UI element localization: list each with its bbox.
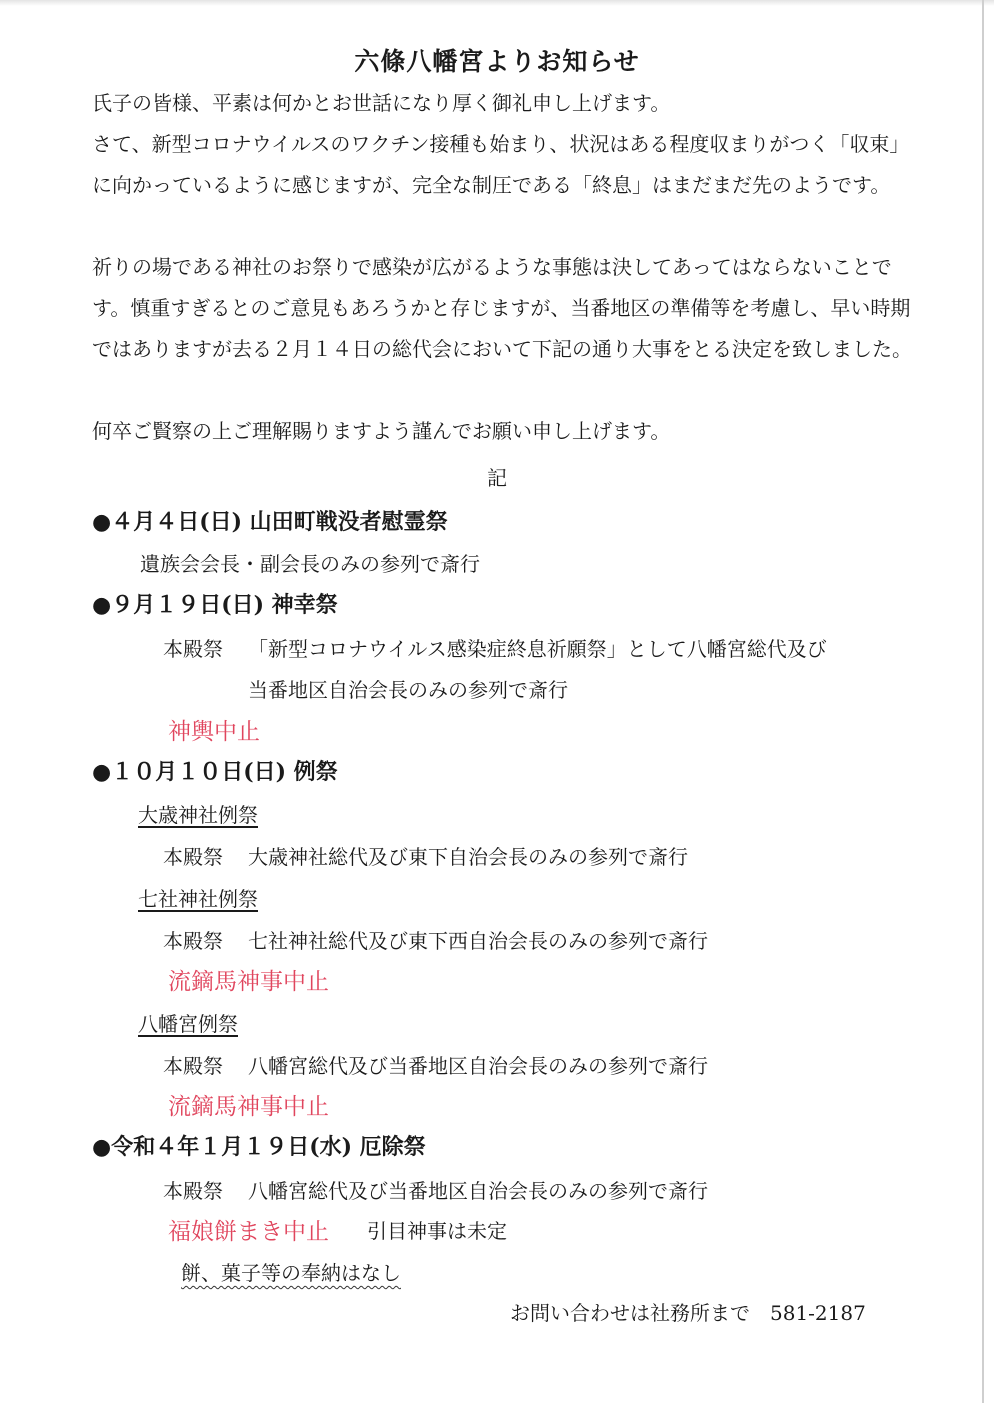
event-3-sub-1-title: 大歳神社例祭 (138, 803, 258, 827)
intro-paragraph-3: 祈りの場である神社のお祭りで感染が広がるような事態は決してあってはならないことです。慎重すぎるとのご意見もあろうかと存じますが、当番地区の準備等を考慮し、早い時期ではありますが去る２月１４日の総代会において下記の通り大事をとる決定を致しました。 (92, 255, 912, 361)
event-2-cancel-notice: 神輿中止 (168, 719, 260, 745)
event-2-heading: ●９月１９日(日) 神幸祭 (92, 592, 338, 618)
event-4-label: 本殿祭 (163, 1179, 223, 1203)
event-3-sub-2-cancel-notice: 流鏑馬神事中止 (168, 969, 329, 995)
event-3-sub-1-label: 本殿祭 (163, 845, 223, 869)
event-2-text-2: 当番地区自治会長のみの参列で斎行 (248, 678, 568, 702)
scan-edge-line (982, 0, 984, 1403)
contact-footer: お問い合わせは社務所まで 581-2187 (510, 1301, 866, 1325)
event-1-note: 遺族会会長・副会長のみの参列で斎行 (140, 552, 480, 576)
scan-top-shadow (0, 0, 994, 6)
event-3-heading: ●１０月１０日(日) 例祭 (92, 759, 338, 785)
event-2-text-1: 「新型コロナウイルス感染症終息祈願祭」として八幡宮総代及び (248, 637, 827, 661)
event-4-text: 八幡宮総代及び当番地区自治会長のみの参列で斎行 (248, 1179, 708, 1203)
event-3-sub-1-text: 大歳神社総代及び東下自治会長のみの参列で斎行 (248, 845, 688, 869)
intro-paragraph-1: 氏子の皆様、平素は何かとお世話になり厚く御礼申し上げます。 (92, 91, 671, 115)
intro-paragraph-4: 何卒ご賢察の上ご理解賜りますよう謹んでお願い申し上げます。 (92, 419, 671, 443)
ki-marker: 記 (487, 466, 507, 490)
page-title: 六條八幡宮よりお知らせ (354, 47, 640, 76)
event-3-sub-3-title: 八幡宮例祭 (138, 1012, 238, 1036)
event-3-sub-3-text: 八幡宮総代及び当番地区自治会長のみの参列で斎行 (248, 1054, 708, 1078)
event-2-label: 本殿祭 (163, 637, 223, 661)
intro-paragraph-2: さて、新型コロナウイルスのワクチン接種も始まり、状況はある程度収まりがつく「収束」に向かっているように感じますが、完全な制圧である「終息」はまだまだ先のようです。 (92, 132, 910, 197)
event-4-cancel-notice: 福娘餅まき中止 (168, 1219, 329, 1245)
event-3-sub-2-title: 七社神社例祭 (138, 887, 258, 911)
event-3-sub-2-text: 七社神社総代及び東下西自治会長のみの参列で斎行 (248, 929, 708, 953)
event-4-heading: ●令和４年１月１９日(水) 厄除祭 (92, 1134, 426, 1160)
event-3-sub-3-label: 本殿祭 (163, 1054, 223, 1078)
event-3-sub-3-cancel-notice: 流鏑馬神事中止 (168, 1094, 329, 1120)
event-1-heading: ●４月４日(日) 山田町戦没者慰霊祭 (92, 509, 448, 535)
event-3-sub-2-label: 本殿祭 (163, 929, 223, 953)
event-4-note: 引目神事は未定 (367, 1219, 507, 1243)
event-4-note-2: 餅、菓子等の奉納はなし (181, 1261, 401, 1285)
